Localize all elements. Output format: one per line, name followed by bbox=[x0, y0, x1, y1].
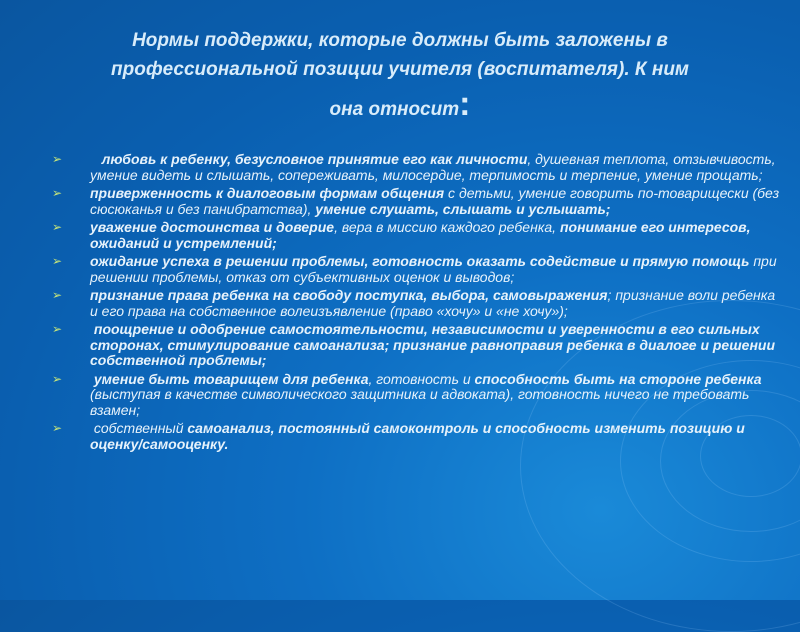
support-norms-list bbox=[52, 152, 782, 455]
item-lead bbox=[90, 151, 102, 167]
list-item bbox=[52, 372, 782, 419]
item-text: , вера в миссию каждого ребенка, bbox=[334, 219, 560, 235]
title-line-3-wrap bbox=[40, 85, 760, 124]
arrow-bullet-icon: ➢ bbox=[52, 421, 63, 435]
arrow-bullet-icon: ➢ bbox=[52, 220, 63, 234]
title-line-1: Нормы поддержки, которые должны быть заложены в bbox=[132, 30, 668, 51]
item-bold-text: ожидание успеха в решении проблемы, готовность оказать содействие и прямую помощь bbox=[90, 253, 750, 269]
list-item bbox=[52, 322, 782, 369]
item-text: , душевная теплота, отзывчивость, умение видеть и слышать, сопереживать, милосердие, терпимость и терпение, умение прощать; bbox=[90, 151, 776, 183]
item-bold-text: понимание его интересов, ожиданий и устремлений; bbox=[90, 219, 751, 251]
item-bold-text: уважение достоинства и доверие bbox=[90, 219, 335, 235]
arrow-bullet-icon: ➢ bbox=[52, 186, 63, 200]
arrow-bullet-icon: ➢ bbox=[52, 322, 63, 336]
item-text: при решении проблемы, отказ от субъективных оценок и выводов; bbox=[90, 253, 777, 285]
item-text: с детьми, умение говорить по-товарищески (без сюсюканья и без панибратства), bbox=[90, 185, 780, 217]
arrow-bullet-icon: ➢ bbox=[52, 152, 63, 166]
item-bold-text: умение слушать, слышать и услышать; bbox=[315, 200, 611, 217]
item-bold-text: поощрение и одобрение самостоятельности, независимости и уверенности в его сильных сторонах, стимулирование самоанализа; признание равноправия ребенка в диалоге и решении собственной проблемы; bbox=[90, 321, 776, 368]
list-item bbox=[52, 254, 782, 285]
list-item bbox=[52, 186, 782, 217]
item-text: собственный bbox=[93, 420, 188, 436]
title-line-3: она относит bbox=[329, 99, 460, 120]
item-text: (выступая в качестве символического защитника и адвоката), готовность ничего не требовать взамен; bbox=[90, 386, 750, 418]
item-text: ; признание воли ребенка и его права на собственное волеизъявление (право «хочу» и «не хочу»); bbox=[90, 287, 776, 319]
item-bold-text: приверженность к диалоговым формам общения bbox=[90, 185, 445, 201]
title-line-2: профессиональной позиции учителя (воспитателя). К ним bbox=[111, 59, 689, 80]
arrow-bullet-icon: ➢ bbox=[52, 288, 63, 302]
title-colon: : bbox=[459, 85, 471, 123]
slide-title bbox=[40, 26, 760, 124]
item-bold-text: признание права ребенка на свободу поступка, выбора, самовыражения bbox=[90, 287, 608, 303]
list-item bbox=[52, 152, 782, 183]
item-bold-text: способность быть на стороне ребенка bbox=[474, 370, 762, 387]
list-item bbox=[52, 220, 782, 251]
list-item bbox=[52, 421, 782, 452]
arrow-bullet-icon: ➢ bbox=[52, 371, 63, 386]
item-bold-text: умение быть товарищем для ребенка bbox=[93, 370, 369, 387]
item-bold-text: любовь к ребенку, безусловное принятие его как личности bbox=[101, 151, 528, 167]
item-bold-text: самоанализ, постоянный самоконтроль и способность изменить позицию и оценку/самооценку. bbox=[90, 420, 745, 452]
item-text: , готовность и bbox=[368, 370, 475, 387]
list-item bbox=[52, 288, 782, 319]
arrow-bullet-icon: ➢ bbox=[52, 254, 63, 268]
